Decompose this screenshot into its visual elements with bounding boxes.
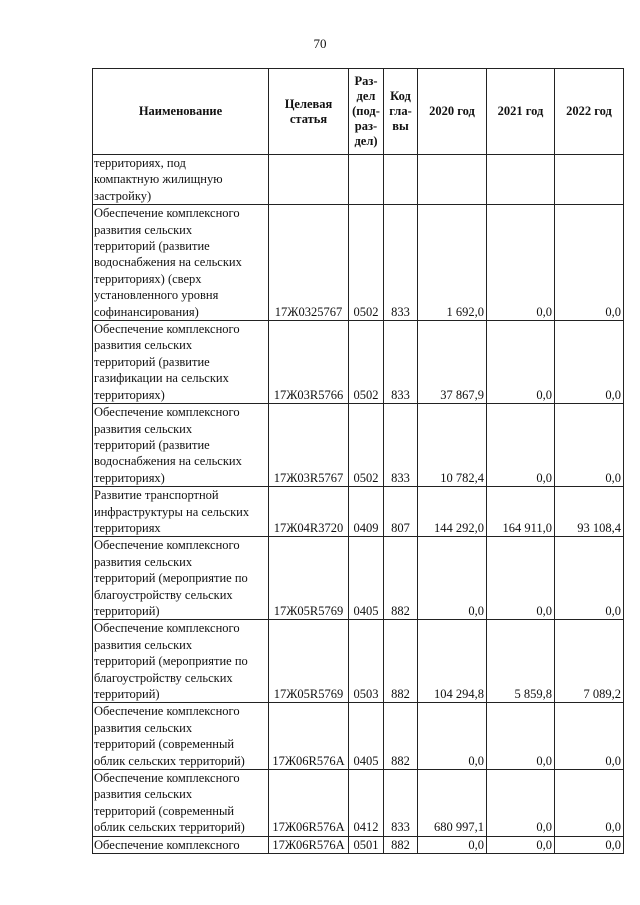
row-section: 0502	[349, 404, 384, 487]
row-2020	[418, 155, 487, 205]
row-target: 17Ж03R5766	[269, 321, 349, 404]
row-2021: 0,0	[487, 836, 555, 853]
table-row	[93, 321, 624, 404]
row-target: 17Ж04R3720	[269, 487, 349, 537]
row-target	[269, 155, 349, 205]
row-2022: 0,0	[555, 703, 624, 770]
header-row	[93, 69, 624, 155]
table-row	[93, 620, 624, 703]
row-target: 17Ж0325767	[269, 205, 349, 321]
table-row	[93, 537, 624, 620]
row-target: 17Ж06R576A	[269, 770, 349, 837]
row-2021: 0,0	[487, 205, 555, 321]
budget-table	[92, 68, 624, 854]
row-2022	[555, 155, 624, 205]
row-chapter	[384, 155, 418, 205]
table-row	[93, 487, 624, 537]
row-2021: 164 911,0	[487, 487, 555, 537]
row-name: Обеспечение комплексного развития сельских территорий (развитие водоснабжения на сельских территориях) (сверх установленного уровня софинансирования)	[93, 205, 269, 321]
header-chapter: Код гла- вы	[384, 69, 418, 155]
row-section: 0501	[349, 836, 384, 853]
row-name: Обеспечение комплексного развития сельских территорий (современный облик сельских территорий)	[93, 770, 269, 837]
row-2021: 0,0	[487, 703, 555, 770]
row-chapter: 833	[384, 770, 418, 837]
row-2020: 0,0	[418, 537, 487, 620]
row-2022: 0,0	[555, 770, 624, 837]
row-2022: 0,0	[555, 404, 624, 487]
row-target: 17Ж06R576A	[269, 703, 349, 770]
row-2020: 680 997,1	[418, 770, 487, 837]
row-chapter: 882	[384, 620, 418, 703]
header-target: Целевая статья	[269, 69, 349, 155]
header-name: Наименование	[93, 69, 269, 155]
row-2021: 0,0	[487, 321, 555, 404]
row-chapter: 882	[384, 703, 418, 770]
row-2020: 0,0	[418, 703, 487, 770]
table-row	[93, 703, 624, 770]
row-2021: 0,0	[487, 770, 555, 837]
row-2021: 5 859,8	[487, 620, 555, 703]
row-2022: 0,0	[555, 537, 624, 620]
row-2021: 0,0	[487, 537, 555, 620]
row-chapter: 833	[384, 321, 418, 404]
row-section: 0405	[349, 703, 384, 770]
row-2021	[487, 155, 555, 205]
row-chapter: 833	[384, 404, 418, 487]
row-chapter: 882	[384, 836, 418, 853]
row-chapter: 882	[384, 537, 418, 620]
header-section: Раз- дел (под- раз- дел)	[349, 69, 384, 155]
row-2020: 10 782,4	[418, 404, 487, 487]
row-section: 0502	[349, 321, 384, 404]
row-2020: 104 294,8	[418, 620, 487, 703]
table-row	[93, 836, 624, 853]
row-2021: 0,0	[487, 404, 555, 487]
row-name: Развитие транспортной инфраструктуры на сельских территориях	[93, 487, 269, 537]
row-2022: 0,0	[555, 321, 624, 404]
page-number: 70	[313, 36, 327, 51]
table-row	[93, 404, 624, 487]
row-2022: 93 108,4	[555, 487, 624, 537]
row-2022: 7 089,2	[555, 620, 624, 703]
row-2020: 144 292,0	[418, 487, 487, 537]
row-target: 17Ж03R5767	[269, 404, 349, 487]
row-target: 17Ж05R5769	[269, 620, 349, 703]
header-2021: 2021 год	[487, 69, 555, 155]
table-row	[93, 155, 624, 205]
header-2020: 2020 год	[418, 69, 487, 155]
table-row	[93, 205, 624, 321]
row-name: территориях, под компактную жилищную застройку)	[93, 155, 269, 205]
row-target: 17Ж05R5769	[269, 537, 349, 620]
row-2022: 0,0	[555, 205, 624, 321]
row-chapter: 833	[384, 205, 418, 321]
row-name: Обеспечение комплексного развития сельских территорий (мероприятие по благоустройству сельских территорий)	[93, 620, 269, 703]
row-name: Обеспечение комплексного развития сельских территорий (современный облик сельских территорий)	[93, 703, 269, 770]
row-2020: 37 867,9	[418, 321, 487, 404]
row-name: Обеспечение комплексного развития сельских территорий (развитие водоснабжения на сельских территориях)	[93, 404, 269, 487]
row-2020: 0,0	[418, 836, 487, 853]
row-name: Обеспечение комплексного развития сельских территорий (мероприятие по благоустройству сельских территорий)	[93, 537, 269, 620]
row-section: 0503	[349, 620, 384, 703]
row-chapter: 807	[384, 487, 418, 537]
row-target: 17Ж06R576A	[269, 836, 349, 853]
row-2022: 0,0	[555, 836, 624, 853]
row-section: 0412	[349, 770, 384, 837]
row-name: Обеспечение комплексного	[93, 836, 269, 853]
header-2022: 2022 год	[555, 69, 624, 155]
row-section: 0409	[349, 487, 384, 537]
row-section: 0405	[349, 537, 384, 620]
row-2020: 1 692,0	[418, 205, 487, 321]
row-name: Обеспечение комплексного развития сельских территорий (развитие газификации на сельских территориях)	[93, 321, 269, 404]
row-section	[349, 155, 384, 205]
row-section: 0502	[349, 205, 384, 321]
table-row	[93, 770, 624, 837]
